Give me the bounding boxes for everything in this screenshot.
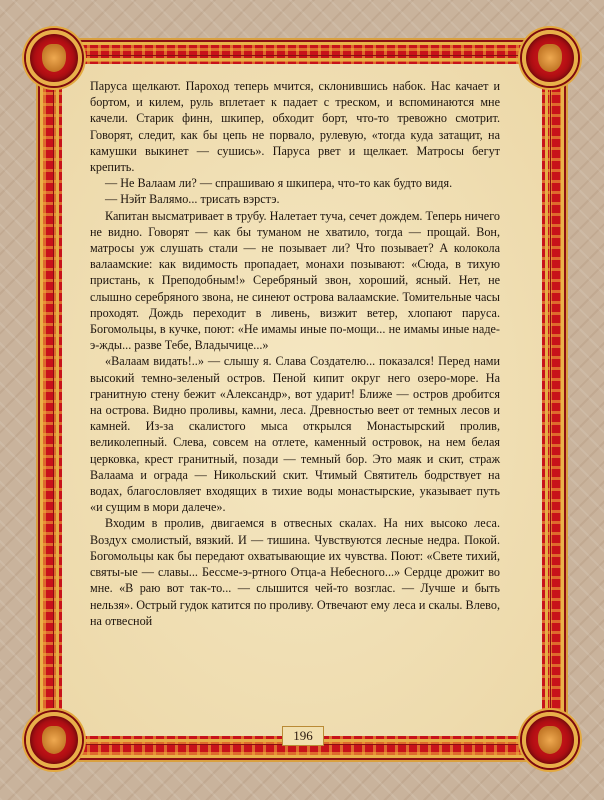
paragraph: «Валаам видать!..» — слышу я. Слава Создателю... показался! Перед нами высокий темно-зеленый остров. Пеной кипит округ него озеро-море. На гранитную стену бежит «Александр», вот ударит! Ближе — остров дробится на острова. Видно проливы, камни, леса. Древностью веет от темных лесов и камней. Из-за скалистого мыса открылся Монастырский пролив, великолепный. Слева, совсем на отлете, каменный островок, на нем белая церковка, крест гранитный, позади — темный бор. Это маяк и скит, страж Валаама и ограда — Никольский скит. Чтимый Святитель бодрствует на водах, благословляет входящих в тихие воды монастырские, указывает путь «и сущим в мори далече». xyxy=(90,354,500,515)
paragraph: Капитан высматривает в трубу. Налетает туча, сечет дождем. Теперь ничего не видно. Говорят — как бы туманом не хватило, тогда — прощай. Вон, матросы уж слушать стали — не позывает ли? Что позывает? А колокола валаамские: как видимость пропадает, монахи позывают: «Сюда, в тихую пристань, к Преподобным!» Серебряный звон, хороший, ясный. Нет, не слышно серебряного звона, не синеют острова валаамские. Томительные часы проходят. Дождь переходит в ливень, визжит ветер, хлопают паруса. Богомольцы, в кучке, поют: «Не имамы иные по-мощи... не имамы иные наде-э-жды... разве Тебе, Владычице...» xyxy=(90,208,500,353)
corner-medallion-icon xyxy=(522,30,578,86)
paragraph: Входим в пролив, двигаемся в отвесных скалах. На них высоко леса. Воздух смолистый, вязкий. И — тишина. Чувствуются лесные недра. Покой. Богомольцы как бы передают охватывающие их чувства. Поют: «Свете тихий, святы-ые — славы... Бессме-э-ртного Отца-а Небесного...» Сердце дрожит во мне. «В раю вот так-то... — слышится чей-то возглас. — Лучше и быть нельзя». Острый гудок катится по проливу. Отвечают ему леса и скалы. Влево, на отвесной xyxy=(90,516,500,628)
corner-medallion-icon xyxy=(26,712,82,768)
page-number: 196 xyxy=(282,726,324,746)
paragraph: — Нэйт Валямо... трисать вэрстэ. xyxy=(105,192,280,207)
corner-medallion-icon xyxy=(26,30,82,86)
paragraph: Паруса щелкают. Пароход теперь мчится, склонившись набок. Нас качает и бортом, и килем, руль вплетает к падает с треском, и вспоминаются мне качели. Старик финн, шкипер, обходит борт, что-то тревожно смотрит. Говорят, следит, как бы цепь не порвало, рулевую, «тогда куда затащит, на камушки выкинет — сушись». Паруса рвет и щелкает. Матросы бегут крепить. xyxy=(90,79,500,175)
corner-medallion-icon xyxy=(522,712,578,768)
paragraph: — Не Валаам ли? — спрашиваю я шкипера, что-то как будто видя. xyxy=(105,176,453,191)
body-text xyxy=(90,78,500,629)
